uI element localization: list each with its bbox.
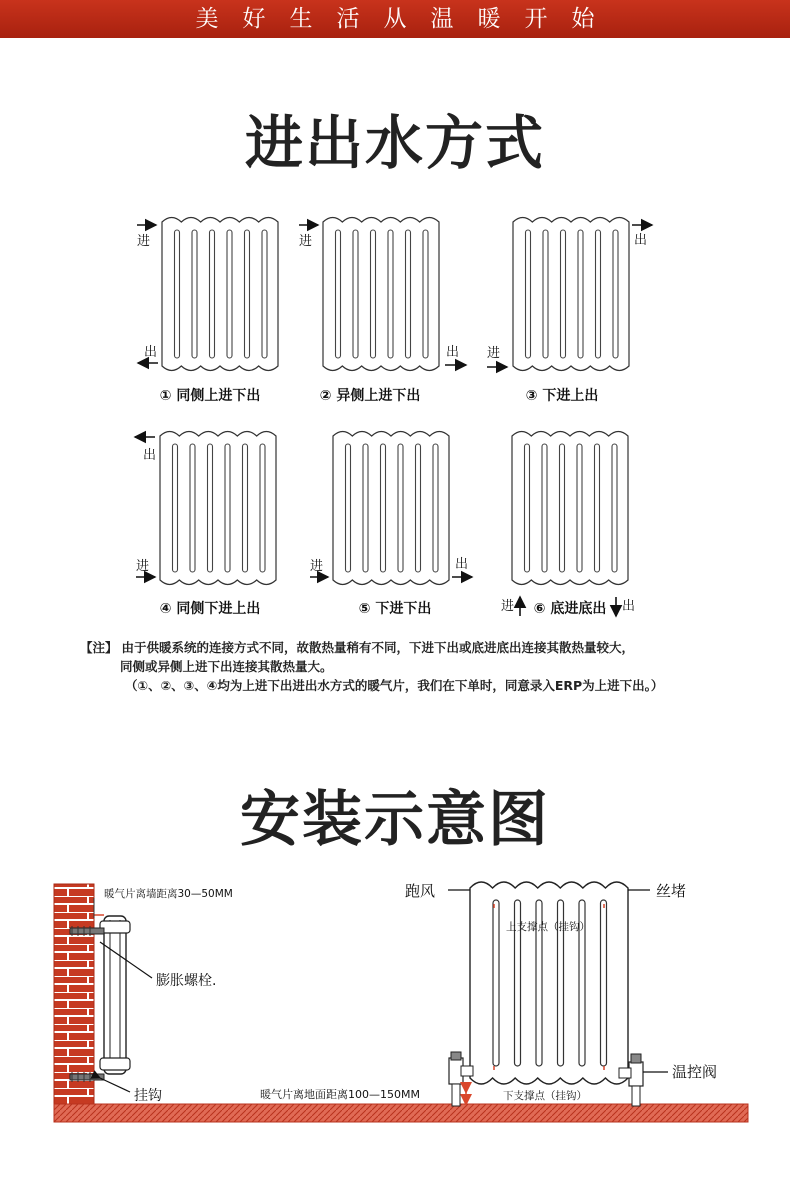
lower-support-label: 下支撑点（挂钩）: [503, 1090, 587, 1102]
outlet-label-6: 出: [622, 599, 636, 614]
caption-1: ① 同侧上进下出: [159, 388, 261, 404]
outlet-label-5: 出: [455, 557, 469, 572]
section-title-installation: 安装示意图: [240, 785, 550, 855]
floor-band: [54, 1104, 748, 1122]
section-title-inlet-outlet: 进出水方式: [244, 109, 545, 177]
front-view-radiator: [470, 882, 628, 1084]
brick-wall: [54, 884, 94, 1106]
expansion-bolt-top: [70, 926, 104, 936]
top-banner: 美好生活从温暖开始: [0, 0, 790, 38]
inlet-label-4: 进: [136, 559, 150, 574]
inlet-label-6: 进: [501, 599, 515, 614]
plug-label: 丝堵: [656, 882, 687, 900]
expansion-bolt-label: 膨胀螺栓.: [156, 973, 217, 989]
outlet-label-2: 出: [446, 345, 460, 360]
inlet-label-3: 进: [487, 346, 501, 361]
wall-distance-label: 暖气片离墙距离30—50MM: [104, 888, 233, 900]
caption-3: ③ 下进上出: [525, 388, 599, 404]
outlet-label-4: 出: [143, 448, 157, 463]
note-line-3: （①、②、③、④均为上进下出进出水方式的暖气片，我们在下单时，同意录入ERP为上进下出。）: [125, 678, 664, 693]
caption-6: ⑥ 底进底出: [533, 601, 607, 617]
outlet-label-3: 出: [634, 233, 648, 248]
thermo-valve-label: 温控阀: [672, 1063, 718, 1081]
inlet-label-1: 进: [137, 234, 151, 249]
hook-label: 挂钩: [134, 1088, 162, 1104]
note-tag: 【注】: [80, 640, 118, 655]
air-vent-label: 跑风: [405, 882, 436, 900]
note-line-1: 【注】 由于供暖系统的连接方式不同，故散热量稍有不同，下进下出或底进底出连接其散热量较大，: [80, 640, 635, 655]
outlet-label-1: 出: [144, 345, 158, 360]
inlet-label-5: 进: [310, 559, 324, 574]
caption-5: ⑤ 下进下出: [358, 601, 432, 617]
inlet-label-2: 进: [299, 234, 313, 249]
floor-distance-label: 暖气片离地面距离100—150MM: [260, 1088, 420, 1101]
caption-4: ④ 同侧下进上出: [159, 601, 261, 617]
caption-2: ② 异侧上进下出: [319, 388, 421, 404]
expansion-bolt-bottom: [70, 1072, 104, 1082]
upper-support-label: 上支撑点（挂钩）: [506, 921, 590, 933]
note-line-2: 同侧或异侧上进下出连接其散热量大。: [120, 659, 333, 674]
